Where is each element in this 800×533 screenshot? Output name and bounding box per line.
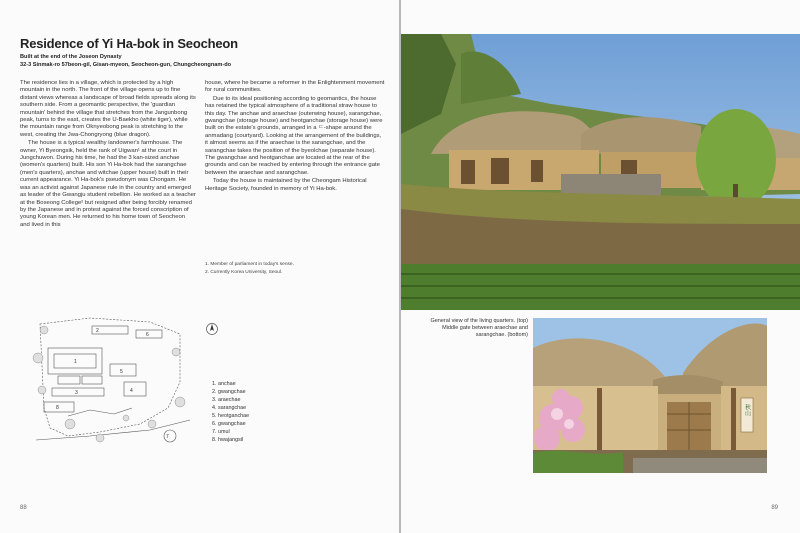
body-column-2 [205, 80, 385, 194]
photo-middle-gate [533, 318, 767, 473]
page-title: Residence of Yi Ha-bok in Seocheon [20, 36, 238, 51]
caption-line: General view of the living quarters. (top) [430, 318, 528, 324]
plan-number: 3 [75, 390, 78, 396]
plan-legend [212, 380, 249, 444]
address: 32-3 Sinmak-ro 57beon-gil, Gisan-myeon, Seocheon-gun, Chungcheongnam-do [20, 62, 232, 68]
legend-item: 8. hwajangsil [212, 437, 244, 443]
legend-item: 5. heotganchae [212, 413, 250, 419]
plan-number: 8 [56, 405, 59, 411]
paragraph: Today the house is maintained by the Cheongam Historical Heritage Society, founded in memory of Yi Ha-bok. [205, 178, 367, 192]
left-page [0, 0, 399, 533]
plan-number: 5 [120, 369, 123, 375]
body-column-1 [20, 80, 196, 230]
plan-number: 7 [166, 434, 169, 440]
plan-number: 2 [96, 328, 99, 334]
paragraph: Due to its ideal positioning according to geomantics, the house has retained the typical atmosphere of a traditional straw house to this day. The anchae and araechae (outerwing house), sarangchae, gwangchae (storage house) and heotganchae (storage house) were built on the estate's grounds, arranged in a ㄷ-shape around the anmadang (courtyard). Looking at the arrangement of the buildings, it almost seems as if the araechae is the sarangchae, and the sarangchae takes the position of the byeolchae (separate house). The gwangchae and heotganchae are located at the rear of the grounds and can be reached by entering through the entrance gate between the araechae and sarangchae. [205, 95, 383, 176]
gate-image [533, 318, 767, 473]
legend-item: 7. umul [212, 429, 230, 435]
plan-number: 4 [130, 388, 133, 394]
photo-caption [418, 318, 528, 339]
caption-line: Middle gate between araechae and [442, 325, 528, 331]
north-arrow-icon [205, 322, 219, 336]
photo-general-view [401, 34, 800, 310]
page-number: 89 [771, 505, 778, 511]
site-plan [30, 312, 205, 454]
thatched-house-image [401, 34, 800, 310]
caption-line: sarangchae. (bottom) [475, 332, 528, 338]
legend-item: 4. sarangchae [212, 405, 247, 411]
build-period: Built at the end of the Joseon Dynasty [20, 54, 122, 60]
plan-number: 6 [146, 332, 149, 338]
paragraph: house, where he became a reformer in the Enlightenment movement for rural communities. [205, 80, 385, 94]
gate-sign: 秋山 [743, 404, 751, 416]
paragraph: The residence lies in a village, which is protected by a high mountain in the north. The front of the village opens up to fine distant views whereas a landscape of broad fields spreads along its southern side. From a geomantic perspective, the 'guardian mountain' behind the village that stretches from the Jangunbong peak, turns to the east, creates the U-Baekho (white tiger), while the mountain range from Oknyeobong peak is stretching to the west, creating the Jwa-Chongryong (blue dragon). [20, 80, 196, 138]
legend-item: 3. araechae [212, 397, 241, 403]
plan-number: 1 [74, 359, 77, 365]
paragraph: The house is a typical wealthy landowner's farmhouse. The owner, Yi Byeongsik, held the rank of Uigwan¹ at the court in Jungchuwon. During his time, he had the 3 kan-sized anchae (women's quarters) built. His son Yi Ha-bok had the sarangchae (men's quarters), anchae and witchae (upper house) built in their current appearance. Yi Ha-bok's pseudonym was Chongam. He was an activist against Japanese rule in the country and emerged as leader of the Gwangju student rebellion. He worked as a teacher at the Boseong College² but resigned after being forcibly renamed by the Japanese and in protest against the forced conscription of young Korean men. He returned to his home town of Seocheon and lived in this [20, 140, 196, 228]
legend-item: 2. gwangchae [212, 389, 246, 395]
footnote: 2. Currently Korea University, Seoul. [205, 270, 283, 275]
legend-item: 6. gwangchae [212, 421, 246, 427]
page-number: 88 [20, 505, 27, 511]
legend-item: 1. anchae [212, 381, 236, 387]
footnote: 1. Member of parliament in today's sense. [205, 262, 294, 267]
